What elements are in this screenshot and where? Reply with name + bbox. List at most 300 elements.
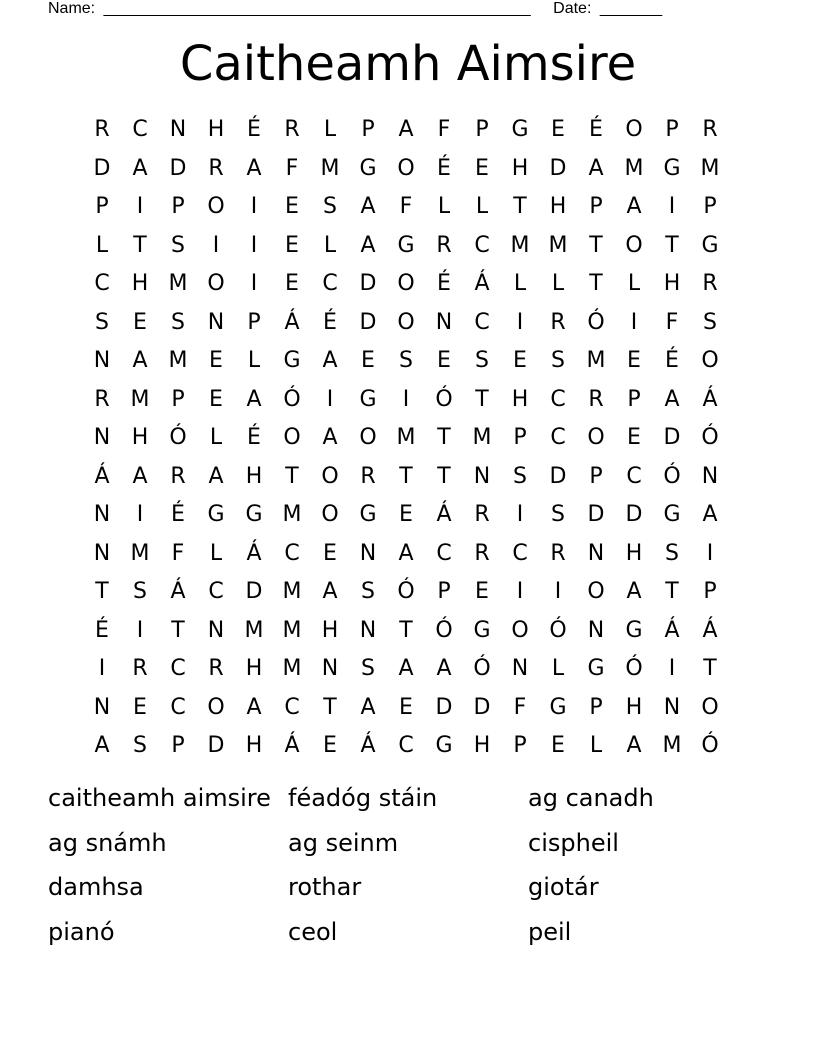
grid-letter: I	[212, 232, 220, 258]
grid-letter: O	[701, 694, 719, 720]
grid-letter: M	[662, 733, 682, 759]
grid-letter: T	[665, 232, 679, 258]
grid-letter: N	[93, 502, 111, 528]
grid-letter: S	[95, 309, 109, 335]
grid-letter: L	[95, 232, 109, 258]
grid-letter: Á	[436, 502, 452, 528]
grid-letter: T	[703, 656, 717, 682]
grid-letter: T	[589, 271, 603, 297]
grid-letter: F	[285, 155, 299, 181]
grid-letter: T	[133, 232, 147, 258]
grid-letter: S	[133, 579, 147, 605]
grid-letter: E	[209, 386, 223, 412]
grid-letter: Ó	[283, 386, 301, 412]
grid-letter: R	[170, 463, 186, 489]
grid-letter: M	[624, 155, 644, 181]
grid-letter: N	[473, 463, 491, 489]
grid-letter: P	[665, 117, 679, 143]
grid-row	[83, 650, 729, 689]
grid-letter: P	[703, 579, 717, 605]
grid-letter: C	[436, 540, 452, 566]
grid-letter: P	[703, 194, 717, 220]
grid-letter: T	[171, 617, 185, 643]
grid-letter: G	[245, 502, 263, 528]
grid-letter: Ó	[587, 309, 605, 335]
grid-letter: C	[208, 579, 224, 605]
grid-letter: I	[554, 579, 562, 605]
grid-letter: N	[93, 425, 111, 451]
grid-row	[83, 265, 729, 304]
grid-row	[83, 612, 729, 651]
word-list-item: ag snámh	[48, 828, 167, 857]
grid-letter: E	[133, 694, 147, 720]
grid-letter: R	[208, 155, 224, 181]
grid-letter: P	[589, 463, 603, 489]
name-blank[interactable]: ________________________________________________	[103, 0, 531, 17]
grid-letter: R	[94, 117, 110, 143]
grid-letter: I	[136, 502, 144, 528]
grid-letter: T	[513, 194, 527, 220]
grid-letter: I	[250, 271, 258, 297]
grid-letter: A	[360, 194, 376, 220]
grid-letter: É	[95, 617, 109, 643]
grid-letter: A	[398, 540, 414, 566]
grid-letter: M	[244, 617, 264, 643]
grid-letter: T	[475, 386, 489, 412]
grid-letter: E	[513, 348, 527, 374]
grid-letter: S	[475, 348, 489, 374]
grid-letter: D	[549, 463, 567, 489]
grid-letter: L	[209, 540, 223, 566]
grid-letter: E	[475, 579, 489, 605]
grid-letter: Ó	[397, 579, 415, 605]
grid-letter: P	[513, 733, 527, 759]
grid-letter: L	[323, 117, 337, 143]
grid-letter: N	[435, 309, 453, 335]
grid-letter: P	[627, 386, 641, 412]
grid-letter: E	[361, 348, 375, 374]
grid-letter: C	[550, 386, 566, 412]
grid-letter: G	[359, 155, 377, 181]
grid-letter: M	[586, 348, 606, 374]
grid-letter: F	[399, 194, 413, 220]
grid-letter: H	[131, 425, 149, 451]
grid-letter: C	[284, 540, 300, 566]
grid-letter: F	[513, 694, 527, 720]
grid-letter: D	[625, 502, 643, 528]
grid-letter: I	[630, 309, 638, 335]
grid-letter: C	[474, 232, 490, 258]
grid-letter: O	[587, 579, 605, 605]
grid-letter: F	[171, 540, 185, 566]
grid-letter: É	[665, 348, 679, 374]
grid-row	[83, 458, 729, 497]
letter-grid	[83, 111, 729, 766]
grid-letter: A	[94, 733, 110, 759]
grid-letter: R	[702, 117, 718, 143]
grid-letter: S	[361, 656, 375, 682]
grid-letter: M	[548, 232, 568, 258]
grid-letter: D	[663, 425, 681, 451]
grid-letter: R	[474, 540, 490, 566]
grid-letter: Á	[284, 309, 300, 335]
grid-letter: P	[247, 309, 261, 335]
grid-letter: A	[132, 155, 148, 181]
grid-letter: H	[549, 194, 567, 220]
grid-letter: R	[360, 463, 376, 489]
grid-letter: A	[208, 463, 224, 489]
grid-letter: R	[132, 656, 148, 682]
word-list-item: caitheamh aimsire	[48, 784, 271, 812]
grid-letter: P	[361, 117, 375, 143]
date-blank[interactable]: _______	[599, 0, 663, 17]
grid-letter: N	[359, 617, 377, 643]
grid-letter: C	[284, 694, 300, 720]
grid-letter: O	[283, 425, 301, 451]
grid-letter: G	[283, 348, 301, 374]
grid-letter: I	[136, 617, 144, 643]
grid-letter: A	[360, 232, 376, 258]
grid-letter: P	[589, 694, 603, 720]
grid-letter: Á	[702, 386, 718, 412]
grid-letter: C	[322, 271, 338, 297]
grid-letter: Ó	[549, 617, 567, 643]
grid-letter: R	[474, 502, 490, 528]
grid-letter: N	[701, 463, 719, 489]
grid-letter: Ó	[625, 656, 643, 682]
grid-letter: A	[398, 656, 414, 682]
grid-letter: M	[130, 540, 150, 566]
grid-letter: Ó	[169, 425, 187, 451]
grid-letter: É	[437, 155, 451, 181]
grid-letter: C	[94, 271, 110, 297]
grid-letter: T	[399, 463, 413, 489]
grid-letter: É	[437, 271, 451, 297]
grid-letter: N	[93, 348, 111, 374]
grid-letter: R	[550, 309, 566, 335]
grid-letter: A	[246, 694, 262, 720]
grid-row	[83, 381, 729, 420]
grid-letter: G	[625, 617, 643, 643]
grid-letter: G	[397, 232, 415, 258]
grid-letter: O	[359, 425, 377, 451]
grid-letter: M	[472, 425, 492, 451]
grid-letter: E	[475, 155, 489, 181]
grid-letter: E	[285, 271, 299, 297]
grid-letter: Á	[474, 271, 490, 297]
grid-letter: L	[551, 656, 565, 682]
word-list-item: pianó	[48, 917, 115, 946]
grid-letter: D	[359, 271, 377, 297]
grid-letter: O	[511, 617, 529, 643]
grid-letter: N	[169, 117, 187, 143]
grid-letter: O	[397, 309, 415, 335]
grid-letter: L	[627, 271, 641, 297]
grid-letter: R	[588, 386, 604, 412]
grid-letter: N	[663, 694, 681, 720]
grid-letter: H	[625, 540, 643, 566]
grid-letter: F	[665, 309, 679, 335]
grid-letter: H	[321, 617, 339, 643]
word-list-item: peil	[528, 917, 572, 946]
grid-letter: S	[513, 463, 527, 489]
word-list	[48, 776, 768, 954]
grid-letter: S	[171, 232, 185, 258]
grid-letter: I	[706, 540, 714, 566]
word-list-item: ceol	[288, 917, 338, 946]
grid-letter: Ó	[701, 425, 719, 451]
grid-letter: E	[323, 540, 337, 566]
grid-letter: R	[702, 271, 718, 297]
grid-letter: D	[93, 155, 111, 181]
grid-letter: R	[208, 656, 224, 682]
grid-letter: G	[207, 502, 225, 528]
grid-letter: A	[246, 155, 262, 181]
grid-letter: N	[359, 540, 377, 566]
grid-letter: I	[250, 194, 258, 220]
grid-letter: I	[402, 386, 410, 412]
grid-letter: R	[94, 386, 110, 412]
grid-letter: Ó	[435, 617, 453, 643]
grid-letter: E	[285, 194, 299, 220]
grid-letter: D	[359, 309, 377, 335]
grid-letter: H	[207, 117, 225, 143]
grid-letter: L	[589, 733, 603, 759]
grid-letter: É	[247, 425, 261, 451]
grid-letter: O	[701, 348, 719, 374]
grid-letter: O	[397, 155, 415, 181]
grid-letter: S	[361, 579, 375, 605]
grid-letter: É	[589, 117, 603, 143]
grid-letter: P	[589, 194, 603, 220]
grid-letter: O	[321, 463, 339, 489]
grid-letter: H	[473, 733, 491, 759]
grid-letter: D	[169, 155, 187, 181]
grid-letter: C	[398, 733, 414, 759]
grid-letter: S	[665, 540, 679, 566]
grid-letter: L	[513, 271, 527, 297]
grid-letter: E	[399, 694, 413, 720]
grid-letter: É	[247, 117, 261, 143]
grid-letter: P	[171, 733, 185, 759]
grid-letter: D	[435, 694, 453, 720]
grid-row	[83, 188, 729, 227]
grid-letter: F	[437, 117, 451, 143]
grid-row	[83, 535, 729, 574]
grid-letter: M	[282, 656, 302, 682]
grid-letter: H	[663, 271, 681, 297]
grid-letter: G	[511, 117, 529, 143]
grid-letter: G	[359, 502, 377, 528]
grid-letter: D	[587, 502, 605, 528]
grid-letter: A	[626, 733, 642, 759]
grid-letter: H	[245, 656, 263, 682]
grid-letter: Á	[702, 617, 718, 643]
grid-letter: Á	[94, 463, 110, 489]
grid-letter: O	[625, 232, 643, 258]
grid-letter: C	[132, 117, 148, 143]
grid-letter: G	[701, 232, 719, 258]
grid-letter: N	[511, 656, 529, 682]
grid-letter: G	[587, 656, 605, 682]
grid-row	[83, 304, 729, 343]
grid-letter: H	[245, 733, 263, 759]
grid-letter: E	[627, 348, 641, 374]
grid-letter: M	[168, 348, 188, 374]
grid-letter: I	[516, 502, 524, 528]
grid-letter: E	[437, 348, 451, 374]
grid-letter: O	[397, 271, 415, 297]
grid-letter: Ó	[473, 656, 491, 682]
grid-row	[83, 150, 729, 189]
grid-letter: T	[589, 232, 603, 258]
grid-letter: H	[245, 463, 263, 489]
grid-letter: R	[436, 232, 452, 258]
grid-letter: A	[246, 386, 262, 412]
grid-letter: L	[475, 194, 489, 220]
grid-letter: C	[170, 656, 186, 682]
grid-letter: G	[359, 386, 377, 412]
grid-letter: L	[551, 271, 565, 297]
grid-letter: E	[551, 117, 565, 143]
grid-letter: Á	[284, 733, 300, 759]
grid-letter: P	[95, 194, 109, 220]
grid-letter: A	[702, 502, 718, 528]
grid-letter: H	[511, 155, 529, 181]
word-list-item: giotár	[528, 873, 599, 901]
grid-letter: N	[587, 617, 605, 643]
name-date-header	[48, 0, 748, 18]
grid-letter: É	[171, 502, 185, 528]
grid-letter: D	[245, 579, 263, 605]
grid-letter: M	[168, 271, 188, 297]
grid-letter: A	[626, 194, 642, 220]
grid-letter: Ó	[701, 733, 719, 759]
grid-row	[83, 727, 729, 766]
grid-letter: E	[285, 232, 299, 258]
grid-letter: H	[511, 386, 529, 412]
word-list-item: féadóg stáin	[288, 784, 438, 812]
grid-letter: S	[551, 348, 565, 374]
grid-letter: H	[131, 271, 149, 297]
grid-letter: D	[473, 694, 491, 720]
grid-letter: M	[396, 425, 416, 451]
grid-row	[83, 573, 729, 612]
grid-letter: E	[627, 425, 641, 451]
grid-letter: O	[207, 271, 225, 297]
date-label: Date:	[553, 0, 592, 17]
grid-letter: E	[551, 733, 565, 759]
grid-letter: M	[320, 155, 340, 181]
grid-letter: E	[399, 502, 413, 528]
grid-row	[83, 689, 729, 728]
grid-letter: Á	[246, 540, 262, 566]
grid-letter: A	[322, 348, 338, 374]
grid-row	[83, 227, 729, 266]
grid-letter: E	[209, 348, 223, 374]
grid-letter: G	[473, 617, 491, 643]
word-list-item: rothar	[288, 873, 362, 901]
grid-letter: A	[398, 117, 414, 143]
grid-letter: T	[437, 425, 451, 451]
grid-letter: N	[321, 656, 339, 682]
grid-letter: N	[587, 540, 605, 566]
grid-letter: C	[550, 425, 566, 451]
grid-letter: I	[98, 656, 106, 682]
grid-letter: T	[323, 694, 337, 720]
grid-letter: M	[282, 617, 302, 643]
grid-letter: M	[282, 502, 302, 528]
grid-letter: A	[322, 425, 338, 451]
grid-letter: O	[207, 194, 225, 220]
grid-row	[83, 419, 729, 458]
grid-letter: A	[322, 579, 338, 605]
grid-letter: P	[475, 117, 489, 143]
grid-letter: L	[247, 348, 261, 374]
grid-letter: S	[399, 348, 413, 374]
grid-letter: M	[282, 579, 302, 605]
grid-letter: S	[703, 309, 717, 335]
grid-letter: L	[437, 194, 451, 220]
grid-letter: L	[209, 425, 223, 451]
grid-letter: M	[700, 155, 720, 181]
grid-letter: T	[95, 579, 109, 605]
grid-letter: I	[516, 579, 524, 605]
grid-letter: N	[93, 694, 111, 720]
grid-letter: D	[549, 155, 567, 181]
grid-letter: N	[93, 540, 111, 566]
grid-letter: T	[665, 579, 679, 605]
grid-letter: A	[626, 579, 642, 605]
grid-letter: N	[207, 617, 225, 643]
grid-letter: S	[323, 194, 337, 220]
grid-letter: E	[323, 733, 337, 759]
grid-letter: D	[207, 733, 225, 759]
grid-letter: A	[132, 463, 148, 489]
grid-letter: C	[474, 309, 490, 335]
word-list-item: ag seinm	[288, 828, 399, 857]
grid-row	[83, 111, 729, 150]
grid-letter: N	[207, 309, 225, 335]
grid-letter: P	[171, 386, 185, 412]
grid-letter: S	[133, 733, 147, 759]
grid-letter: T	[285, 463, 299, 489]
word-list-item: ag canadh	[528, 784, 654, 812]
grid-letter: I	[668, 656, 676, 682]
grid-letter: I	[250, 232, 258, 258]
grid-letter: E	[133, 309, 147, 335]
grid-letter: O	[207, 694, 225, 720]
grid-letter: É	[323, 309, 337, 335]
grid-letter: I	[668, 194, 676, 220]
grid-letter: T	[399, 617, 413, 643]
grid-letter: I	[136, 194, 144, 220]
grid-letter: C	[626, 463, 642, 489]
grid-letter: P	[513, 425, 527, 451]
grid-letter: G	[663, 502, 681, 528]
grid-row	[83, 496, 729, 535]
name-label: Name:	[48, 0, 96, 17]
grid-letter: Ó	[435, 386, 453, 412]
grid-letter: S	[171, 309, 185, 335]
word-list-item: cispheil	[528, 828, 619, 857]
grid-letter: C	[512, 540, 528, 566]
grid-row	[83, 342, 729, 381]
grid-letter: O	[321, 502, 339, 528]
grid-letter: Á	[360, 733, 376, 759]
grid-letter: T	[437, 463, 451, 489]
grid-letter: A	[360, 694, 376, 720]
